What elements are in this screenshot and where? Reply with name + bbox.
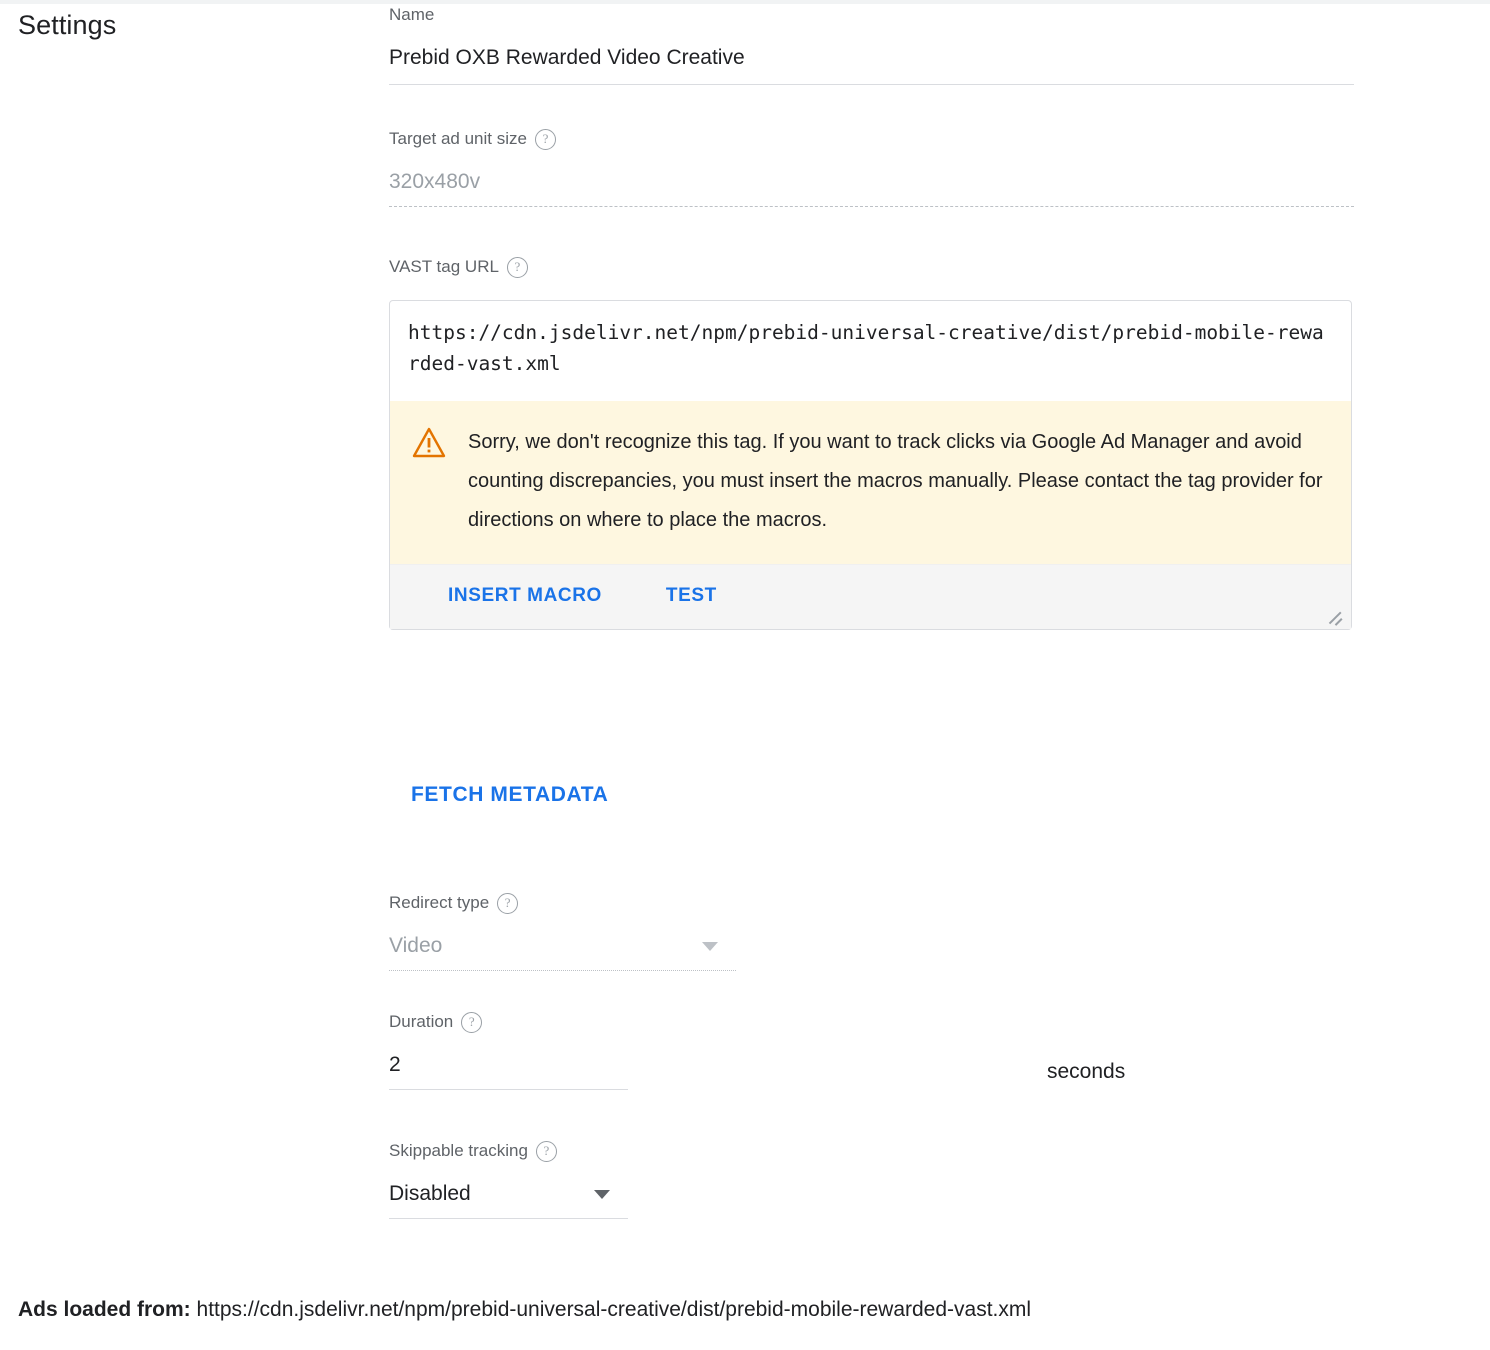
duration-input[interactable]: 2: [389, 1033, 628, 1090]
skippable-tracking-value: Disabled: [389, 1182, 471, 1205]
skippable-tracking-select[interactable]: [389, 1162, 628, 1219]
name-input[interactable]: Prebid OXB Rewarded Video Creative: [389, 26, 1354, 85]
vast-tag-url-label: [389, 256, 1354, 278]
target-ad-unit-size-field: [389, 128, 1354, 207]
help-icon[interactable]: ?: [535, 129, 556, 150]
ads-loaded-from-prefix: Ads loaded from:: [18, 1298, 191, 1321]
help-icon[interactable]: ?: [536, 1141, 557, 1162]
name-label-text: Name: [389, 5, 435, 24]
redirect-type-select: [389, 914, 736, 971]
help-icon[interactable]: ?: [507, 257, 528, 278]
ads-loaded-from-url: https://cdn.jsdelivr.net/npm/prebid-universal-creative/dist/prebid-mobile-rewarded-vast.xml: [196, 1298, 1032, 1321]
page-title: Settings: [18, 10, 117, 40]
vast-tag-url-input[interactable]: https://cdn.jsdelivr.net/npm/prebid-universal-creative/dist/prebid-mobile-rewarded-vast.xml: [408, 321, 1324, 375]
help-icon[interactable]: ?: [497, 893, 518, 914]
skippable-tracking-label-text: Skippable tracking: [389, 1141, 528, 1160]
vast-tag-url-label-text: VAST tag URL: [389, 257, 499, 276]
warning-triangle-icon: [412, 427, 446, 463]
duration-field: [389, 1011, 628, 1090]
target-ad-unit-size-value: 320x480v: [389, 150, 1354, 207]
vast-tag-url-field: [389, 256, 1354, 630]
help-icon[interactable]: ?: [461, 1012, 482, 1033]
redirect-type-value: Video: [389, 934, 443, 957]
target-ad-unit-size-label: [389, 128, 1354, 150]
chevron-down-icon: [702, 942, 718, 951]
target-ad-unit-size-label-text: Target ad unit size: [389, 129, 527, 148]
ads-loaded-from-status: [18, 1298, 1031, 1322]
name-label: [389, 4, 1354, 26]
insert-macro-button[interactable]: INSERT MACRO: [448, 585, 602, 606]
redirect-type-field: [389, 892, 736, 971]
vast-tag-actions: [390, 564, 1351, 629]
fetch-metadata-button[interactable]: FETCH METADATA: [411, 783, 609, 806]
chevron-down-icon: [594, 1190, 610, 1199]
duration-label-text: Duration: [389, 1012, 454, 1031]
resize-handle-icon[interactable]: [1325, 605, 1343, 623]
test-button[interactable]: TEST: [665, 585, 717, 606]
redirect-type-label-text: Redirect type: [389, 893, 490, 912]
duration-unit-label: seconds: [1047, 1060, 1126, 1083]
vast-tag-url-box: [389, 300, 1352, 630]
duration-label: [389, 1011, 628, 1033]
skippable-tracking-field: [389, 1140, 628, 1219]
skippable-tracking-label: [389, 1140, 628, 1162]
vast-tag-warning: [390, 401, 1351, 564]
vast-tag-warning-text: Sorry, we don't recognize this tag. If you want to track clicks via Google Ad Manager and avoid counting discrepancies, you must insert the macros manually. Please contact the tag provider for directions on where to place the macros.: [468, 431, 1323, 531]
name-field: [389, 4, 1354, 85]
redirect-type-label: [389, 892, 736, 914]
